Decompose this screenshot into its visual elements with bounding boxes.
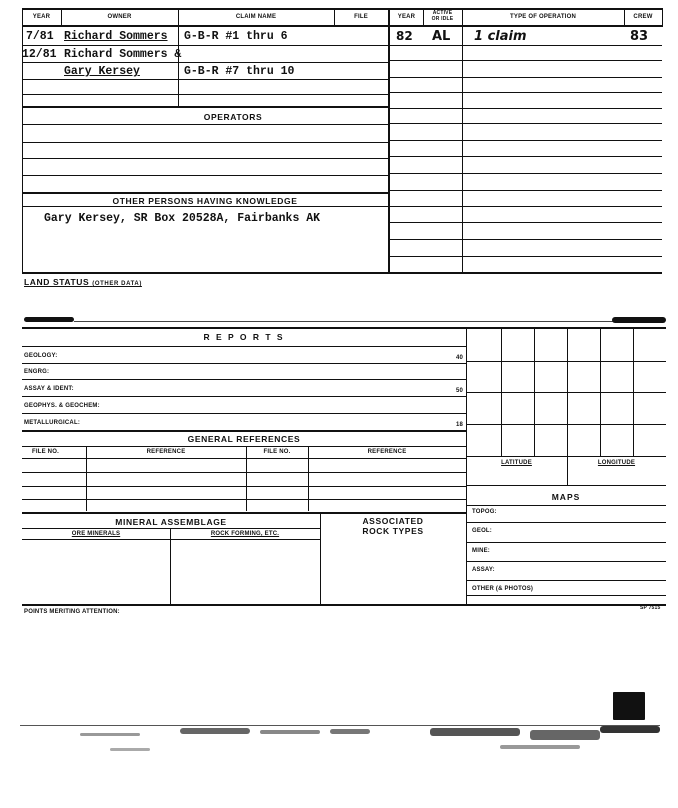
row1-claim: G-B-R #1 thru 6 [184,30,288,43]
other-persons-label: OTHER PERSONS HAVING KNOWLEDGE [112,196,298,206]
row3-claim: G-B-R #7 thru 10 [184,65,295,78]
reports-engrg: ENGRG: [24,369,50,375]
maps-assay: ASSAY: [472,567,495,573]
reports-metallurgical: METALLURGICAL: [24,420,81,426]
header-file: FILE [354,14,368,20]
header-active-line1: ACTIVE [432,10,453,16]
row3-owner: Gary Kersey [64,65,140,78]
mineral-assemblage-title: MINERAL ASSEMBLAGE [115,517,227,527]
activity-year: 82 [396,29,413,43]
header-active-line2: OR IDLE [431,16,454,22]
header-type-of-operation: TYPE OF OPERATION [510,14,576,20]
maps-title: MAPS [551,492,581,502]
form-code: SP 7515 [640,605,661,611]
row2-year: 12/81 [22,48,57,61]
maps-geol: GEOL: [472,528,492,534]
land-status-label: LAND STATUS (OTHER DATA) [24,277,142,287]
reports-title: R E P O R T S [203,332,285,342]
maps-topog: TOPOG: [472,509,497,515]
row2-owner: Richard Sommers & [64,48,182,61]
header-owner: OWNER [107,14,132,20]
scan-smear-left [24,317,74,322]
header-crew: CREW [633,14,653,20]
activity-type: 1 claim [474,29,527,44]
rock-forming-label: ROCK FORMING, ETC. [210,531,280,537]
reports-assay: ASSAY & IDENT: [24,386,74,392]
other-persons-text: Gary Kersey, SR Box 20528A, Fairbanks AK [44,212,321,225]
reports-geology: GEOLOGY: [24,353,58,359]
associated-line1: ASSOCIATED [362,516,424,526]
general-references-title: GENERAL REFERENCES [187,434,301,444]
gr-header-file-no-1: FILE NO. [32,449,59,455]
reports-metallurgical-code: 18 [456,422,464,428]
maps-mine: MINE: [472,548,490,554]
row1-owner: Richard Sommers [64,30,168,43]
gr-header-reference-1: REFERENCE [146,449,186,455]
reports-assay-code: 50 [456,388,464,394]
scan-smear-right [612,317,666,323]
row1-year: 7/81 [26,30,54,43]
longitude-label: LONGITUDE [597,460,636,466]
header-year: YEAR [32,14,51,20]
activity-status: AL [432,29,451,44]
header-claim-name: CLAIM NAME [235,14,277,20]
reports-geophys: GEOPHYS. & GEOCHEM: [24,403,100,409]
associated-line2: ROCK TYPES [362,526,424,536]
operators-label: OPERATORS [203,112,263,122]
header-year-2: YEAR [397,14,416,20]
maps-other: OTHER (& PHOTOS) [472,586,534,592]
ore-minerals-label: ORE MINERALS [71,531,121,537]
gr-header-file-no-2: FILE NO. [263,449,291,455]
latitude-label: LATITUDE [501,460,532,466]
reports-geology-code: 40 [456,355,464,361]
points-meriting-attention-label: POINTS MERITING ATTENTION: [24,609,120,615]
gr-header-reference-2: REFERENCE [367,449,407,455]
activity-crew: 83 [630,29,649,44]
